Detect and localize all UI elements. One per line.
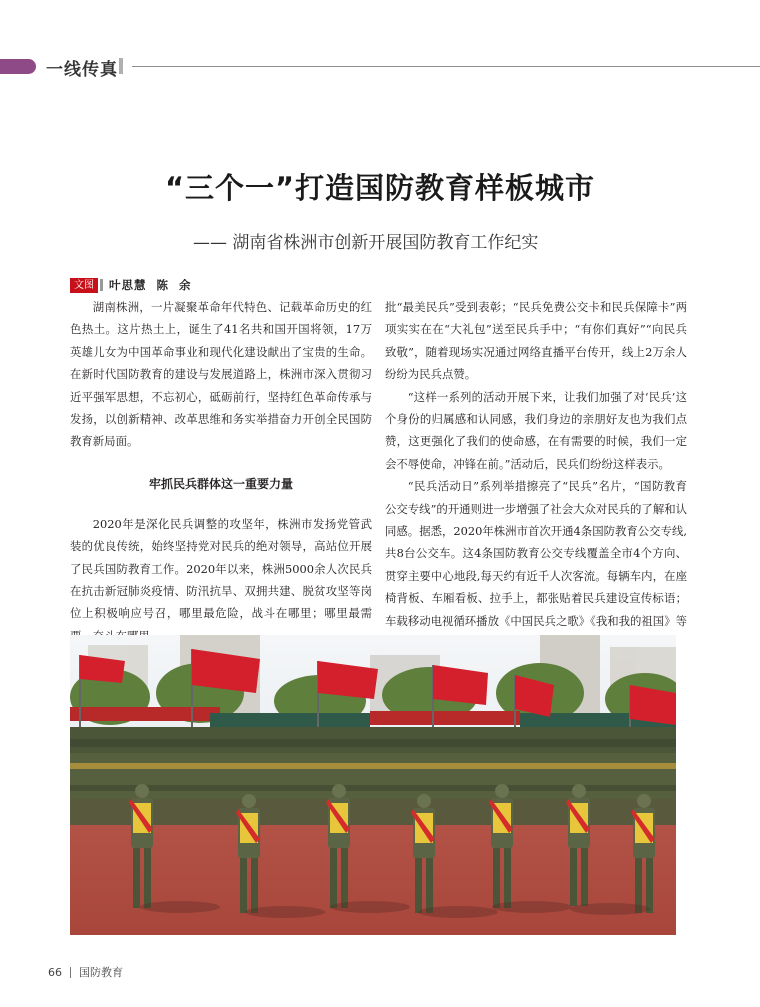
article-photo-militia-formation [70,635,676,935]
section-title: 一线传真 [46,60,118,80]
paragraph: “这样一系列的活动开展下来，让我们加强了对‘民兵’这个身份的归属感和认同感，我们身边的亲朋好友也为我们点赞，这更强化了我们的使命感，在有需要的时候，我们一定会不辱使命，冲锋在前。”活动后，民兵们纷纷这样表示。 [385,389,687,471]
footer-divider [70,967,71,978]
section-marker [0,59,36,74]
article-title: “三个一”打造国防教育样板城市 [164,171,596,205]
article-column-left [70,296,372,670]
byline [70,277,192,293]
byline-tag: 文图 [70,278,98,293]
byline-authors: 叶思慧 陈 余 [109,278,192,292]
page-number: 66 [48,965,62,979]
section-heading: 牢抓民兵群体这一重要力量 [148,476,293,491]
publication-name: 国防教育 [79,966,123,979]
byline-divider [100,279,103,291]
article-column-right [385,296,687,655]
section-divider [119,58,123,74]
paragraph: 湖南株洲，一片凝聚革命年代特色、记载革命历史的红色热土。这片热土上，诞生了41名共和国开国将领，17万英雄儿女为中国革命事业和现代化建设献出了宝贵的生命。在新时代国防教育的建设与发展道路上，株洲市深入贯彻习近平强军思想，不忘初心，砥砺前行，坚持红色革命传承与发扬，以创新精神、改革思维和务实举措奋力开创全民国防教育新局面。 [70,300,372,449]
section-rule [132,66,760,67]
section-header [0,56,760,78]
paragraph: “民兵活动日”系列举措擦亮了“民兵”名片，“国防教育公交专线”的开通则进一步增强了社会大众对民兵的了解和认同感。据悉，2020年株洲市首次开通4条国防教育公交专线,共8台公交车。这4条国防教育公交专线覆盖全市4个方向、贯穿主要中心地段,每天约有近千人次客流。每辆车内，在座椅背板、车厢看板、拉手上，都张贴着民兵建设宣传标语；车载移动电视循环播放《中国民兵之歌》《我和我的祖国》等 [385,479,687,628]
page-footer [48,964,123,980]
paragraph: 批“最美民兵”受到表彰；“民兵免费公交卡和民兵保障卡”两项实实在在“大礼包”送至民兵手中；“有你们真好”“向民兵致敬”，随着现场实况通过网络直播平台传开，线上2万余人纷纷为民兵点赞。 [385,300,687,382]
article-subtitle: —— 湖南省株洲市创新开展国防教育工作纪实 [193,233,539,253]
paragraph: 2020年是深化民兵调整的攻坚年，株洲市发扬党管武装的优良传统，始终坚持党对民兵的绝对领导，高站位开展了民兵国防教育工作。2020年以来，株洲5000余人次民兵在抗击新冠肺炎疫情、防汛抗旱、双拥共建、脱贫攻坚等岗位上积极响应号召，哪里最危险，战斗在哪里；哪里最需 [70,516,372,621]
